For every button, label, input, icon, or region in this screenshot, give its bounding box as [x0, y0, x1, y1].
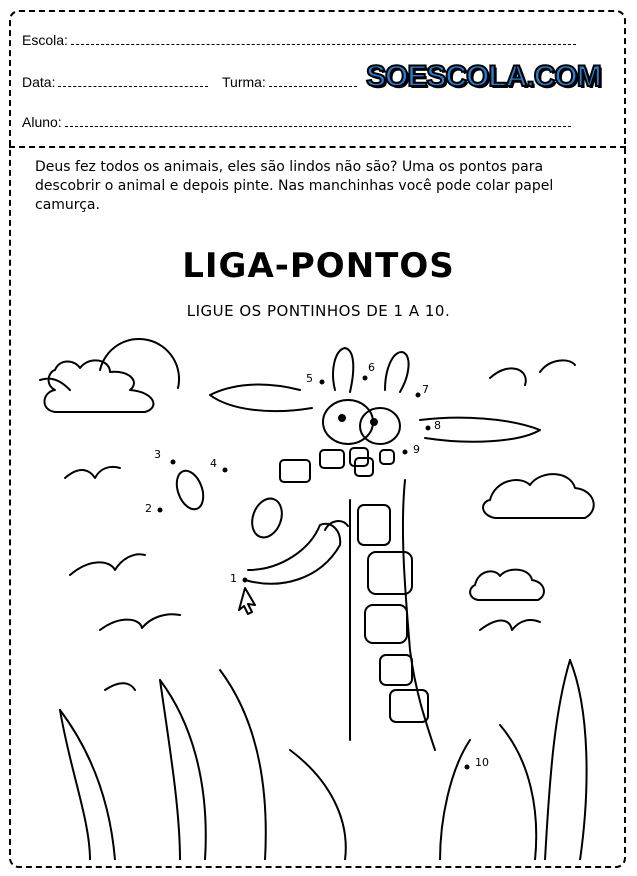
leaf-icon — [290, 750, 346, 860]
cloud-icon — [40, 379, 70, 390]
bird-icon — [540, 360, 575, 372]
student-field — [22, 114, 571, 130]
dot-label: 9 — [413, 443, 420, 456]
dot-5 — [306, 372, 325, 385]
spot-icon — [358, 505, 390, 545]
cloud-icon — [44, 360, 153, 412]
bird-icon — [100, 614, 180, 630]
dot-label: 3 — [154, 448, 161, 461]
date-label: Data: — [22, 74, 56, 90]
dot-label: 2 — [145, 502, 152, 515]
leaf-icon — [545, 660, 570, 860]
mouth-icon — [245, 524, 340, 584]
dot-8 — [426, 419, 442, 432]
dot-10 — [465, 756, 490, 770]
cloud-icon — [470, 570, 544, 600]
class-label: Turma: — [222, 74, 266, 90]
spot-icon — [380, 450, 394, 464]
dot-label: 7 — [422, 383, 429, 396]
dot-3 — [154, 448, 176, 465]
arrow-icon — [239, 588, 255, 614]
giraffe-illustration — [30, 330, 610, 860]
horn-icon — [385, 352, 409, 392]
dot-6 — [363, 361, 376, 381]
spot-icon — [320, 450, 344, 468]
dot-7 — [416, 383, 430, 398]
school-field — [22, 32, 576, 48]
spot-icon — [280, 460, 310, 482]
leaf-icon — [500, 725, 536, 860]
nostril-icon — [247, 494, 287, 541]
class-line — [269, 86, 357, 87]
leaf-icon — [160, 680, 206, 860]
bird-icon — [480, 620, 540, 630]
leaf-icon — [220, 670, 266, 860]
school-line — [71, 44, 576, 45]
leaf-icon — [440, 740, 470, 860]
date-line — [58, 86, 208, 87]
dot-label: 8 — [434, 419, 441, 432]
leaf-icon — [570, 660, 587, 860]
dot-label: 6 — [368, 361, 375, 374]
dot-1 — [230, 572, 248, 585]
nostril-icon — [172, 467, 208, 513]
cloud-icon — [483, 474, 594, 518]
class-field — [222, 74, 357, 90]
student-line — [65, 126, 571, 127]
dot-9 — [403, 443, 421, 456]
dot-label: 10 — [475, 756, 489, 769]
dot-2 — [145, 502, 163, 515]
bird-icon — [70, 554, 145, 575]
dot-label: 4 — [210, 457, 217, 470]
dot-label: 1 — [230, 572, 237, 585]
eye-icon — [360, 408, 400, 444]
spot-icon — [365, 605, 407, 643]
instructions-text: Deus fez todos os animais, eles são lindos não são? Uma os pontos para descobrir o animal e depois pinte. Nas manchinhas você pode colar papel camurça. — [35, 159, 554, 213]
site-logo: SOESCOLA.COM — [366, 60, 601, 93]
dot-label: 5 — [306, 372, 313, 385]
date-field — [22, 74, 208, 90]
horn-icon — [333, 348, 353, 392]
worksheet-title: LIGA-PONTOS — [182, 246, 455, 286]
student-label: Aluno: — [22, 114, 62, 130]
spot-icon — [390, 690, 428, 722]
bird-icon — [105, 683, 135, 690]
dot-4 — [210, 457, 228, 473]
spot-icon — [380, 655, 412, 685]
pupil-icon — [339, 415, 345, 421]
bird-icon — [490, 368, 526, 385]
ear-icon — [210, 385, 312, 412]
sun-icon — [100, 339, 179, 388]
school-label: Escola: — [22, 32, 68, 48]
pupil-icon — [371, 419, 377, 425]
worksheet-subtitle: LIGUE OS PONTINHOS DE 1 A 10. — [186, 302, 451, 320]
bird-icon — [65, 467, 120, 478]
